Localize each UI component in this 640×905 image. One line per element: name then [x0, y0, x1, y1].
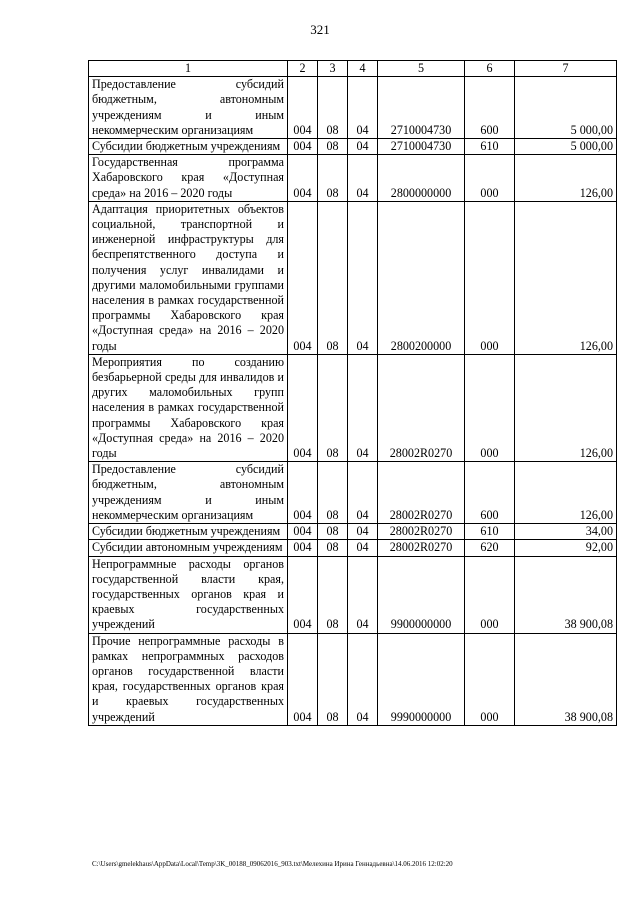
file-path-footer: C:\Users\gmelekhaus\AppData\Local\Temp\3K_00188_09062016_903.txt\Мелехина Ирина Геннадьевна\14.06.2016 12:02:20: [92, 860, 453, 868]
expense-type-code: 610: [465, 524, 515, 540]
expense-name: Государственная программа Хабаровского края «Доступная среда» на 2016 – 2020 годы: [89, 155, 288, 202]
section-code: 08: [318, 155, 348, 202]
subsection-code: 04: [348, 201, 378, 354]
expense-name: Субсидии автономным учреждениям: [89, 540, 288, 556]
table-row: [89, 556, 617, 633]
expense-name: Непрограммные расходы органов государственной власти края, государственных органов края и краевых государственных учреждений: [89, 556, 288, 633]
target-article-code: 28002R0270: [378, 524, 465, 540]
table-row: [89, 201, 617, 354]
table-body: [89, 77, 617, 726]
ministry-code: 004: [288, 139, 318, 155]
section-code: 08: [318, 201, 348, 354]
table-row: [89, 524, 617, 540]
amount: 5 000,00: [515, 77, 617, 139]
amount: 34,00: [515, 524, 617, 540]
table-row: [89, 462, 617, 524]
section-code: 08: [318, 139, 348, 155]
amount: 126,00: [515, 201, 617, 354]
section-code: 08: [318, 77, 348, 139]
target-article-code: 28002R0270: [378, 540, 465, 556]
expense-name: Субсидии бюджетным учреждениям: [89, 139, 288, 155]
header-row: [89, 61, 617, 77]
expense-type-code: 600: [465, 77, 515, 139]
header-col-5: 5: [378, 61, 465, 77]
expense-type-code: 000: [465, 354, 515, 461]
section-code: 08: [318, 633, 348, 725]
expense-name: Мероприятия по созданию безбарьерной среды для инвалидов и других маломобильных групп населения в рамках государственной программы Хабаровского края «Доступная среда» на 2016 – 2020 годы: [89, 354, 288, 461]
header-col-4: 4: [348, 61, 378, 77]
amount: 38 900,08: [515, 633, 617, 725]
subsection-code: 04: [348, 540, 378, 556]
header-col-7: 7: [515, 61, 617, 77]
table-row: [89, 540, 617, 556]
ministry-code: 004: [288, 540, 318, 556]
target-article-code: 2710004730: [378, 139, 465, 155]
ministry-code: 004: [288, 155, 318, 202]
subsection-code: 04: [348, 556, 378, 633]
amount: 126,00: [515, 155, 617, 202]
table-row: [89, 633, 617, 725]
subsection-code: 04: [348, 155, 378, 202]
expense-type-code: 000: [465, 633, 515, 725]
section-code: 08: [318, 524, 348, 540]
section-code: 08: [318, 462, 348, 524]
table-header: [89, 61, 617, 77]
subsection-code: 04: [348, 139, 378, 155]
target-article-code: 28002R0270: [378, 462, 465, 524]
ministry-code: 004: [288, 462, 318, 524]
subsection-code: 04: [348, 633, 378, 725]
ministry-code: 004: [288, 77, 318, 139]
expense-type-code: 610: [465, 139, 515, 155]
target-article-code: 9990000000: [378, 633, 465, 725]
table-row: [89, 155, 617, 202]
expense-type-code: 600: [465, 462, 515, 524]
amount: 126,00: [515, 354, 617, 461]
header-col-1: 1: [89, 61, 288, 77]
target-article-code: 2800000000: [378, 155, 465, 202]
ministry-code: 004: [288, 524, 318, 540]
expense-name: Субсидии бюджетным учреждениям: [89, 524, 288, 540]
ministry-code: 004: [288, 201, 318, 354]
expense-type-code: 000: [465, 201, 515, 354]
subsection-code: 04: [348, 524, 378, 540]
ministry-code: 004: [288, 354, 318, 461]
amount: 38 900,08: [515, 556, 617, 633]
target-article-code: 28002R0270: [378, 354, 465, 461]
table-row: [89, 77, 617, 139]
table-row: [89, 354, 617, 461]
target-article-code: 9900000000: [378, 556, 465, 633]
expense-name: Предоставление субсидий бюджетным, автономным учреждениям и иным некоммерческим организациям: [89, 462, 288, 524]
expense-name: Предоставление субсидий бюджетным, автономным учреждениям и иным некоммерческим организациям: [89, 77, 288, 139]
subsection-code: 04: [348, 462, 378, 524]
amount: 92,00: [515, 540, 617, 556]
section-code: 08: [318, 556, 348, 633]
table-row: [89, 139, 617, 155]
budget-table: [88, 60, 617, 726]
expense-type-code: 620: [465, 540, 515, 556]
page-number: 321: [310, 22, 330, 37]
header-col-2: 2: [288, 61, 318, 77]
ministry-code: 004: [288, 633, 318, 725]
expense-name: Прочие непрограммные расходы в рамках непрограммных расходов органов государственной власти края, государственных органов края и краевых государственных учреждений: [89, 633, 288, 725]
amount: 126,00: [515, 462, 617, 524]
subsection-code: 04: [348, 354, 378, 461]
expense-name: Адаптация приоритетных объектов социальной, транспортной и инженерной инфраструктуры для беспрепятственного доступа и получения услуг инвалидами и другими маломобильными группами населения в рамках государственной программы Хабаровского края «Доступная среда» на 2016 – 2020 годы: [89, 201, 288, 354]
target-article-code: 2710004730: [378, 77, 465, 139]
expense-type-code: 000: [465, 155, 515, 202]
header-col-6: 6: [465, 61, 515, 77]
section-code: 08: [318, 540, 348, 556]
expense-type-code: 000: [465, 556, 515, 633]
ministry-code: 004: [288, 556, 318, 633]
subsection-code: 04: [348, 77, 378, 139]
target-article-code: 2800200000: [378, 201, 465, 354]
section-code: 08: [318, 354, 348, 461]
amount: 5 000,00: [515, 139, 617, 155]
header-col-3: 3: [318, 61, 348, 77]
